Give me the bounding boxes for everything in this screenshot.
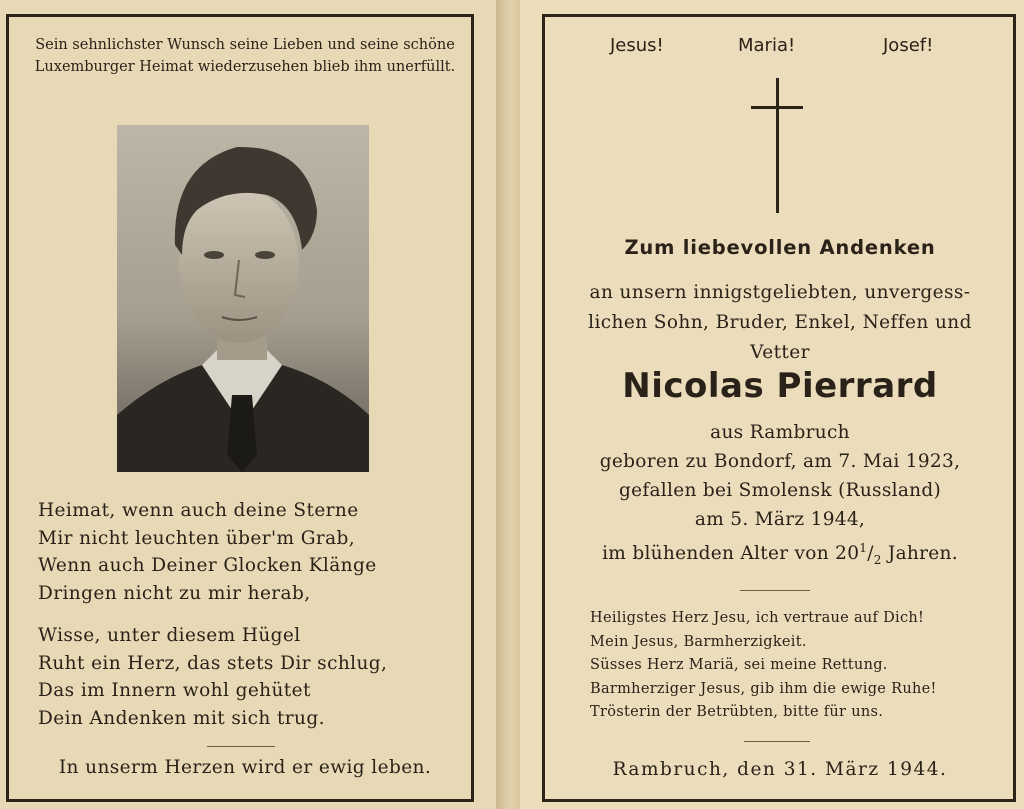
divider-line: [207, 746, 275, 747]
portrait-photo-graphic: [117, 125, 369, 472]
fallen-line: gefallen bei Smolensk (Russland): [618, 480, 942, 501]
invocation-maria: Maria!: [738, 35, 796, 56]
prayers-list: [590, 607, 990, 725]
prayer-line: Süsses Herz Mariä, sei meine Rettung.: [590, 657, 888, 673]
card-fold: [496, 0, 520, 809]
poem-line: Wisse, unter diesem Hügel: [38, 625, 301, 646]
age-fraction-numerator: 1: [859, 541, 868, 555]
origin-line: aus Rambruch: [710, 422, 850, 443]
prayer-line: Trösterin der Betrübten, bitte für uns.: [590, 704, 884, 720]
intro-line: an unsern innigstgeliebten, unvergess-: [589, 282, 971, 303]
deceased-name: Nicolas Pierrard: [622, 366, 938, 406]
prayer-line: Heiligstes Herz Jesu, ich vertraue auf Dich!: [590, 610, 925, 626]
intro-line: Vetter: [750, 342, 810, 363]
memorial-heading: Zum liebevollen Andenken: [624, 236, 936, 259]
intro-line: lichen Sohn, Bruder, Enkel, Neffen und: [588, 312, 972, 333]
age-line: im blühenden Alter von $20^1/_2$ Jahren.: [602, 541, 958, 567]
poem-line: Dein Andenken mit sich trug.: [38, 707, 325, 729]
age-fraction-denominator: 2: [873, 552, 882, 567]
poem-line: Mir nicht leuchten über'm Grab,: [38, 527, 356, 549]
poem-line: Ruht ein Herz, das stets Dir schlug,: [38, 652, 388, 674]
birth-line: geboren zu Bondorf, am 7. Mai 1923,: [599, 451, 961, 472]
age-suffix: Jahren.: [881, 543, 958, 565]
divider-line: [744, 741, 810, 742]
death-date-line: am 5. März 1944,: [694, 509, 866, 530]
divider-line: [740, 590, 810, 591]
cross-icon-bar: [751, 106, 803, 109]
dedication-intro: [560, 278, 1000, 368]
poem-stanza-2: [38, 622, 458, 732]
unfulfilled-wish-text: Sein sehnlichster Wunsch seine Lieben und seine schöne Luxemburger Heimat wiederzusehen blieb ihm unerfüllt.: [34, 37, 456, 75]
closing-line: In unserm Herzen wird er ewig leben.: [58, 757, 432, 778]
poem-line: Das im Innern wohl gehütet: [38, 680, 311, 701]
poem-line: Heimat, wenn auch deine Sterne: [38, 500, 359, 521]
poem-line: Dringen nicht zu mir herab,: [38, 582, 311, 604]
poem-line: Wenn auch Deiner Glocken Klänge: [38, 555, 377, 576]
age-prefix: im blühenden Alter von 20: [602, 543, 860, 565]
invocation-jesus: Jesus!: [610, 35, 664, 56]
prayer-line: Barmherziger Jesus, gib ihm die ewige Ruhe!: [590, 680, 937, 697]
invocation-josef: Josef!: [883, 35, 934, 56]
poem-stanza-1: [38, 497, 458, 607]
cross-icon: [776, 78, 779, 213]
portrait-photo: [117, 125, 369, 472]
prayer-line: Mein Jesus, Barmherzigkeit.: [590, 633, 807, 650]
place-and-date: Rambruch, den 31. März 1944.: [612, 759, 948, 780]
life-details: [560, 418, 1000, 575]
